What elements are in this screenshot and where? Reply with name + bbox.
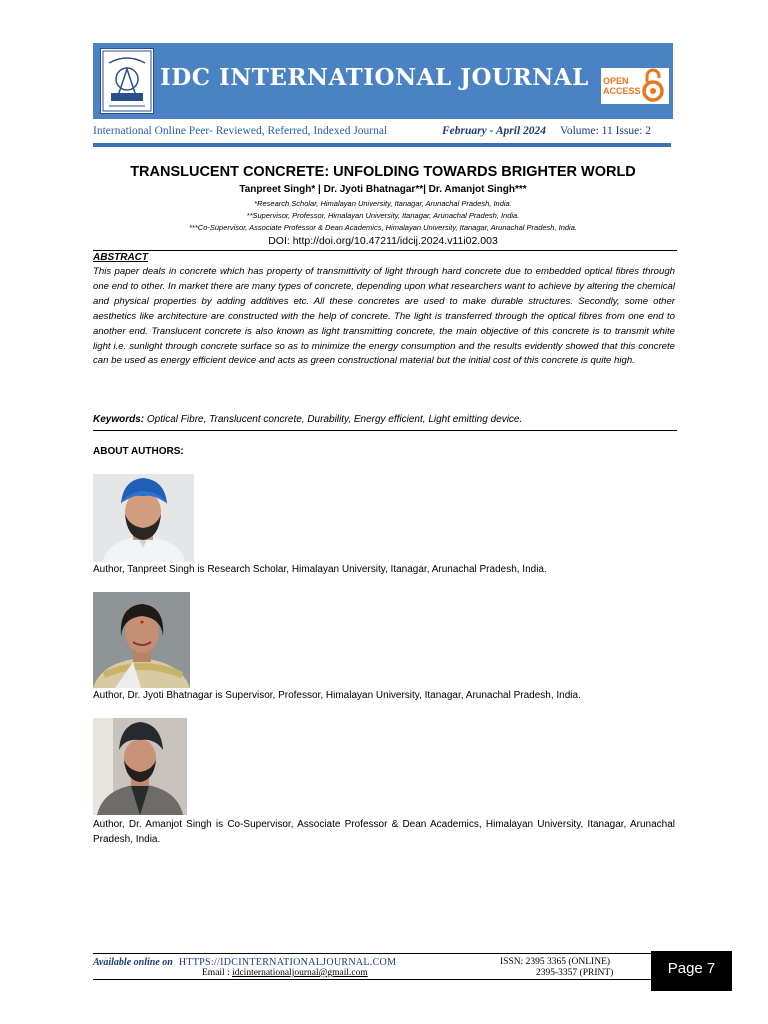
paper-authors: Tanpreet Singh* | Dr. Jyoti Bhatnagar**| Dr. Amanjot Singh*** [239,184,527,195]
affiliation-3: ***Co-Supervisor, Associate Professor & Dean Academics, Himalayan University, Itanagar, Arunachal Pradesh, India. [189,223,577,232]
keywords-label: Keywords: [93,414,145,425]
author-photo-tanpreet [93,474,194,562]
abstract-bottom-rule [93,430,677,431]
journal-logo [100,48,154,114]
open-access-line1: OPEN [603,76,629,86]
paper-title: TRANSLUCENT CONCRETE: UNFOLDING TOWARDS BRIGHTER WORLD [130,164,636,180]
affiliation-1: *Research Scholar, Himalayan University, Itanagar, Arunachal Pradesh, India. [254,199,512,208]
author-bio-3: Author, Dr. Amanjot Singh is Co-Supervisor, Associate Professor & Dean Academics, Himalayan University, Itanagar, Arunachal Pradesh, India. [93,819,675,845]
footer-available [93,957,396,968]
journal-description: International Online Peer- Reviewed, Referred, Indexed Journal [93,125,388,137]
journal-title: IDC INTERNATIONAL JOURNAL [160,64,589,91]
author-photo-amanjot [93,718,187,815]
author-photo-jyoti [93,592,190,688]
keywords-list: Optical Fibre, Translucent concrete, Durability, Energy efficient, Light emitting device. [144,414,523,425]
abstract-body: This paper deals in concrete which has property of transmittivity of light through hard concrete due to embedded optical fibres through one end to other. In market there are many types of concrete, depending upon what researchers want to achieve by altering the chemical and physical properties by adding additives etc. All these concretes are used to make durable structures. Secondly, some other aesthetics like architecture are constructed with the help of concrete. The light is transferred through the optical fibres from one end to another end. Translucent concrete is also known as light transmitting concrete, the main objective of this concrete is to transmit white light i.e. sunlight through concrete surface so as to minimize the energy consumption and the results evidently showed that this concrete can be used as energy efficient device and acts as green constructional material but the initial cost of this concrete is quite high. [93,266,675,367]
journal-url-link[interactable]: HTTPS://IDCINTERNATIONALJOURNAL.COM [178,957,397,968]
author-bio-1: Author, Tanpreet Singh is Research Scholar, Himalayan University, Itanagar, Arunachal Pradesh, India. [93,564,547,575]
header-divider [93,143,671,147]
footer-top-rule [93,953,651,954]
journal-subline [93,125,673,139]
issn-online: ISSN: 2395 3365 (ONLINE) [500,957,611,967]
abstract-heading: ABSTRACT [93,252,148,263]
footer-email [202,968,368,978]
email-label: Email : [202,968,230,978]
author-bio-2: Author, Dr. Jyoti Bhatnagar is Supervisor, Professor, Himalayan University, Itanagar, Arunachal Pradesh, India. [93,690,581,701]
affiliation-2: **Supervisor, Professor, Himalayan University, Itanagar, Arunachal Pradesh, India. [246,211,520,220]
footer-bottom-rule [93,979,651,980]
volume-issue: Volume: 11 Issue: 2 [560,125,652,137]
doi-link[interactable]: DOI: http://doi.org/10.47211/idcij.2024.v11i02.003 [268,235,498,247]
issue-date: February - April 2024 [442,125,547,137]
keywords-line [93,414,675,425]
open-access-line2: ACCESS [603,86,641,96]
email-link[interactable]: idcinternationaljournal@gmail.com [232,968,368,978]
about-authors-heading: ABOUT AUTHORS: [93,446,184,457]
open-lock-icon [641,66,665,102]
available-label: Available online on [93,957,173,968]
issn-print: 2395-3357 (PRINT) [536,968,614,978]
page-number: Page 7 [651,951,732,991]
abstract-top-rule [93,250,677,251]
open-access-label [603,76,643,96]
